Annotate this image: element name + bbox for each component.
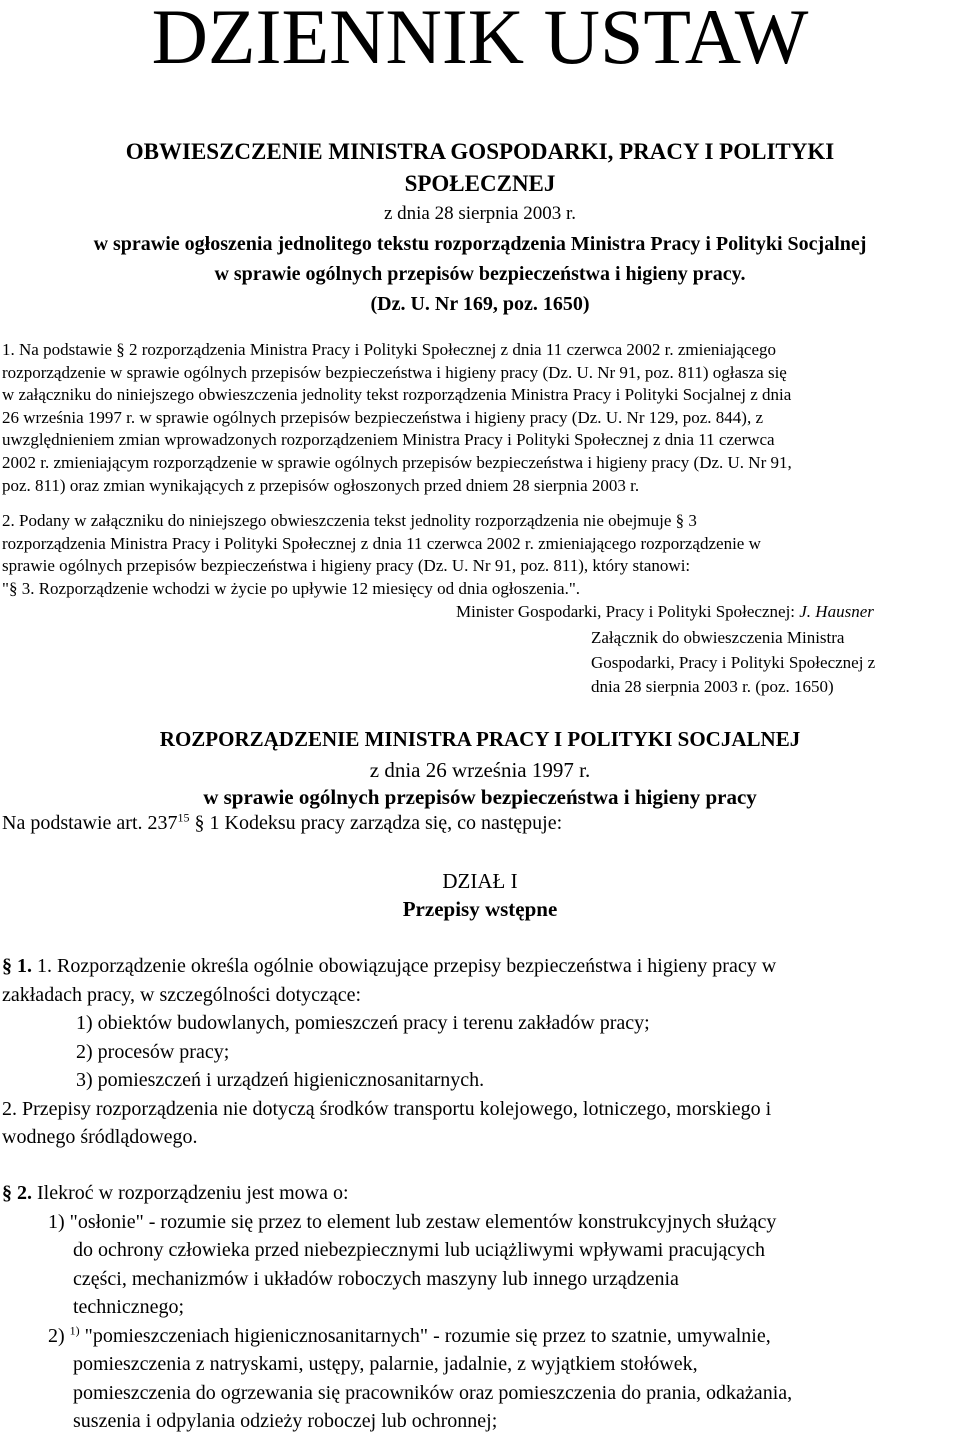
text-line: rozporządzenie w sprawie ogólnych przepisów bezpieczeństwa i higieny pracy (Dz. U. Nr 91, poz. 811) ogłasza się [2,362,787,382]
text-line: sprawie ogólnych przepisów bezpieczeństwa i higieny pracy (Dz. U. Nr 91, poz. 811), który stanowi: [2,556,691,576]
basis-superscript: 15 [177,810,190,825]
annex-note [591,626,875,700]
list-item-continuation: do ochrony człowieka przed niebezpiecznymi lub uciążliwymi wpływami pracujących [73,1239,765,1261]
section-label: DZIAŁ I [442,869,518,893]
basis-text-rest: § 1 Kodeksu pracy zarządza się, co następuje: [189,812,563,834]
notice-date: z dnia 28 sierpnia 2003 r. [383,203,577,224]
list-item: 1) "osłonie" - rozumie się przez to element lub zestaw elementów konstrukcyjnych służący [48,1210,777,1233]
text-line: § 1. 1. Rozporządzenie określa ogólnie obowiązujące przepisy bezpieczeństwa i higieny pracy w [2,955,777,977]
text-line: rozporządzenia Ministra Pracy i Polityki Społecznej z dnia 11 czerwca 2002 r. zmieniającego rozporządzenie w [2,533,761,553]
text-line: poz. 811) oraz zmian wynikających z przepisów ogłoszonych przed dniem 28 sierpnia 2003 r. [2,475,640,495]
paragraph-1 [2,952,958,1152]
annex-line: Załącznik do obwieszczenia Ministra [591,628,845,647]
annex-line: Gospodarki, Pracy i Polityki Społecznej z [591,652,876,672]
list-item: 2) $^{1)}$ "pomieszczeniach higienicznosanitarnych" - rozumie się przez to szatnie, umywalnie, [48,1322,771,1347]
notice-title-line-2: SPOŁECZNEJ [404,171,556,196]
regulation-subject: w sprawie ogólnych przepisów bezpieczeństwa i higieny pracy [203,785,757,809]
notice-reference: (Dz. U. Nr 169, poz. 1650) [370,293,590,315]
notice-subject-line-1: w sprawie ogłoszenia jednolitego tekstu rozporządzenia Ministra Pracy i Polityki Socjalnej [93,233,867,255]
signature-text: Minister Gospodarki, Pracy i Polityki Społecznej: [456,602,800,621]
text-line: zakładach pracy, w szczególności dotyczące: [2,983,362,1006]
text-line: 2002 r. zmieniającym rozporządzenie w sprawie ogólnych przepisów bezpieczeństwa i higieny pracy (Dz. U. Nr 91, [2,452,792,472]
signature [456,601,874,623]
list-item-continuation: pomieszczenia do ogrzewania się pracowników oraz pomieszczenia do prania, odkażania, [73,1381,793,1404]
text-line: 2. Przepisy rozporządzenia nie dotyczą środków transportu kolejowego, lotniczego, morskiego i [2,1097,772,1120]
text-line: 2. Podany w załączniku do niniejszego obwieszczenia tekst jednolity rozporządzenia nie obejmuje § 3 [2,511,697,530]
list-item: 2) procesów pracy; [76,1040,230,1063]
notice-paragraph-2 [2,510,958,600]
footnote-ref: 1) [69,1322,80,1337]
list-item-continuation: części, mechanizmów i układów roboczych maszyny lub innego urządzenia [73,1267,679,1290]
regulation-title: ROZPORZĄDZENIE MINISTRA PRACY I POLITYKI SOCJALNEJ [159,727,801,751]
masthead: DZIENNIK USTAW [151,0,809,80]
text-line: wodnego śródlądowego. [2,1126,198,1148]
list-item-continuation: suszenia i odpylania odzieży roboczej lub ochronnej; [73,1410,498,1432]
list-item: 1) obiektów budowlanych, pomieszczeń pracy i terenu zakładów pracy; [76,1012,650,1034]
text-line: 26 września 1997 r. w sprawie ogólnych przepisów bezpieczeństwa i higieny pracy (Dz. U. Nr 129, poz. 844), z [2,407,763,427]
basis-text: Na podstawie art. 237 [2,812,178,834]
text-line: § 2. Ilekroć w rozporządzeniu jest mowa o: [2,1182,349,1204]
list-item: 3) pomieszczeń i urządzeń higienicznosanitarnych. [76,1069,485,1091]
list-item-continuation: technicznego; [73,1296,185,1318]
paragraph-2 [2,1179,958,1436]
notice-title-line-1: OBWIESZCZENIE MINISTRA GOSPODARKI, PRACY I POLITYKI [125,139,835,164]
annex-line: dnia 28 sierpnia 2003 r. (poz. 1650) [591,677,834,696]
text-line: 1. Na podstawie § 2 rozporządzenia Ministra Pracy i Polityki Społecznej z dnia 11 czerwca 2002 r. zmieniającego [2,340,777,359]
regulation-date: z dnia 26 września 1997 r. [369,758,591,782]
paragraph-marker: § 2. [2,1182,32,1204]
notice-paragraph-1 [2,339,958,497]
text-line: "§ 3. Rozporządzenie wchodzi w życie po upływie 12 miesięcy od dnia ogłoszenia.". [2,578,581,598]
notice-subject-line-2: w sprawie ogólnych przepisów bezpieczeństwa i higieny pracy. [214,263,746,285]
signature-name: J. Hausner [799,602,874,621]
list-item-continuation: pomieszczenia z natryskami, ustępy, palarnie, jadalnie, z wyjątkiem stołówek, [73,1353,698,1375]
section-title: Przepisy wstępne [402,897,558,921]
text-line: w załączniku do niniejszego obwieszczenia jednolity tekst rozporządzenia Ministra Pracy i Polityki Socjalnej z dnia [2,385,792,405]
text-line: uwzględnieniem zmian wprowadzonych rozporządzeniem Ministra Pracy i Polityki Społecznej z dnia 11 czerwca [2,430,775,450]
regulation-basis [2,809,562,838]
paragraph-marker: § 1. [2,955,32,977]
